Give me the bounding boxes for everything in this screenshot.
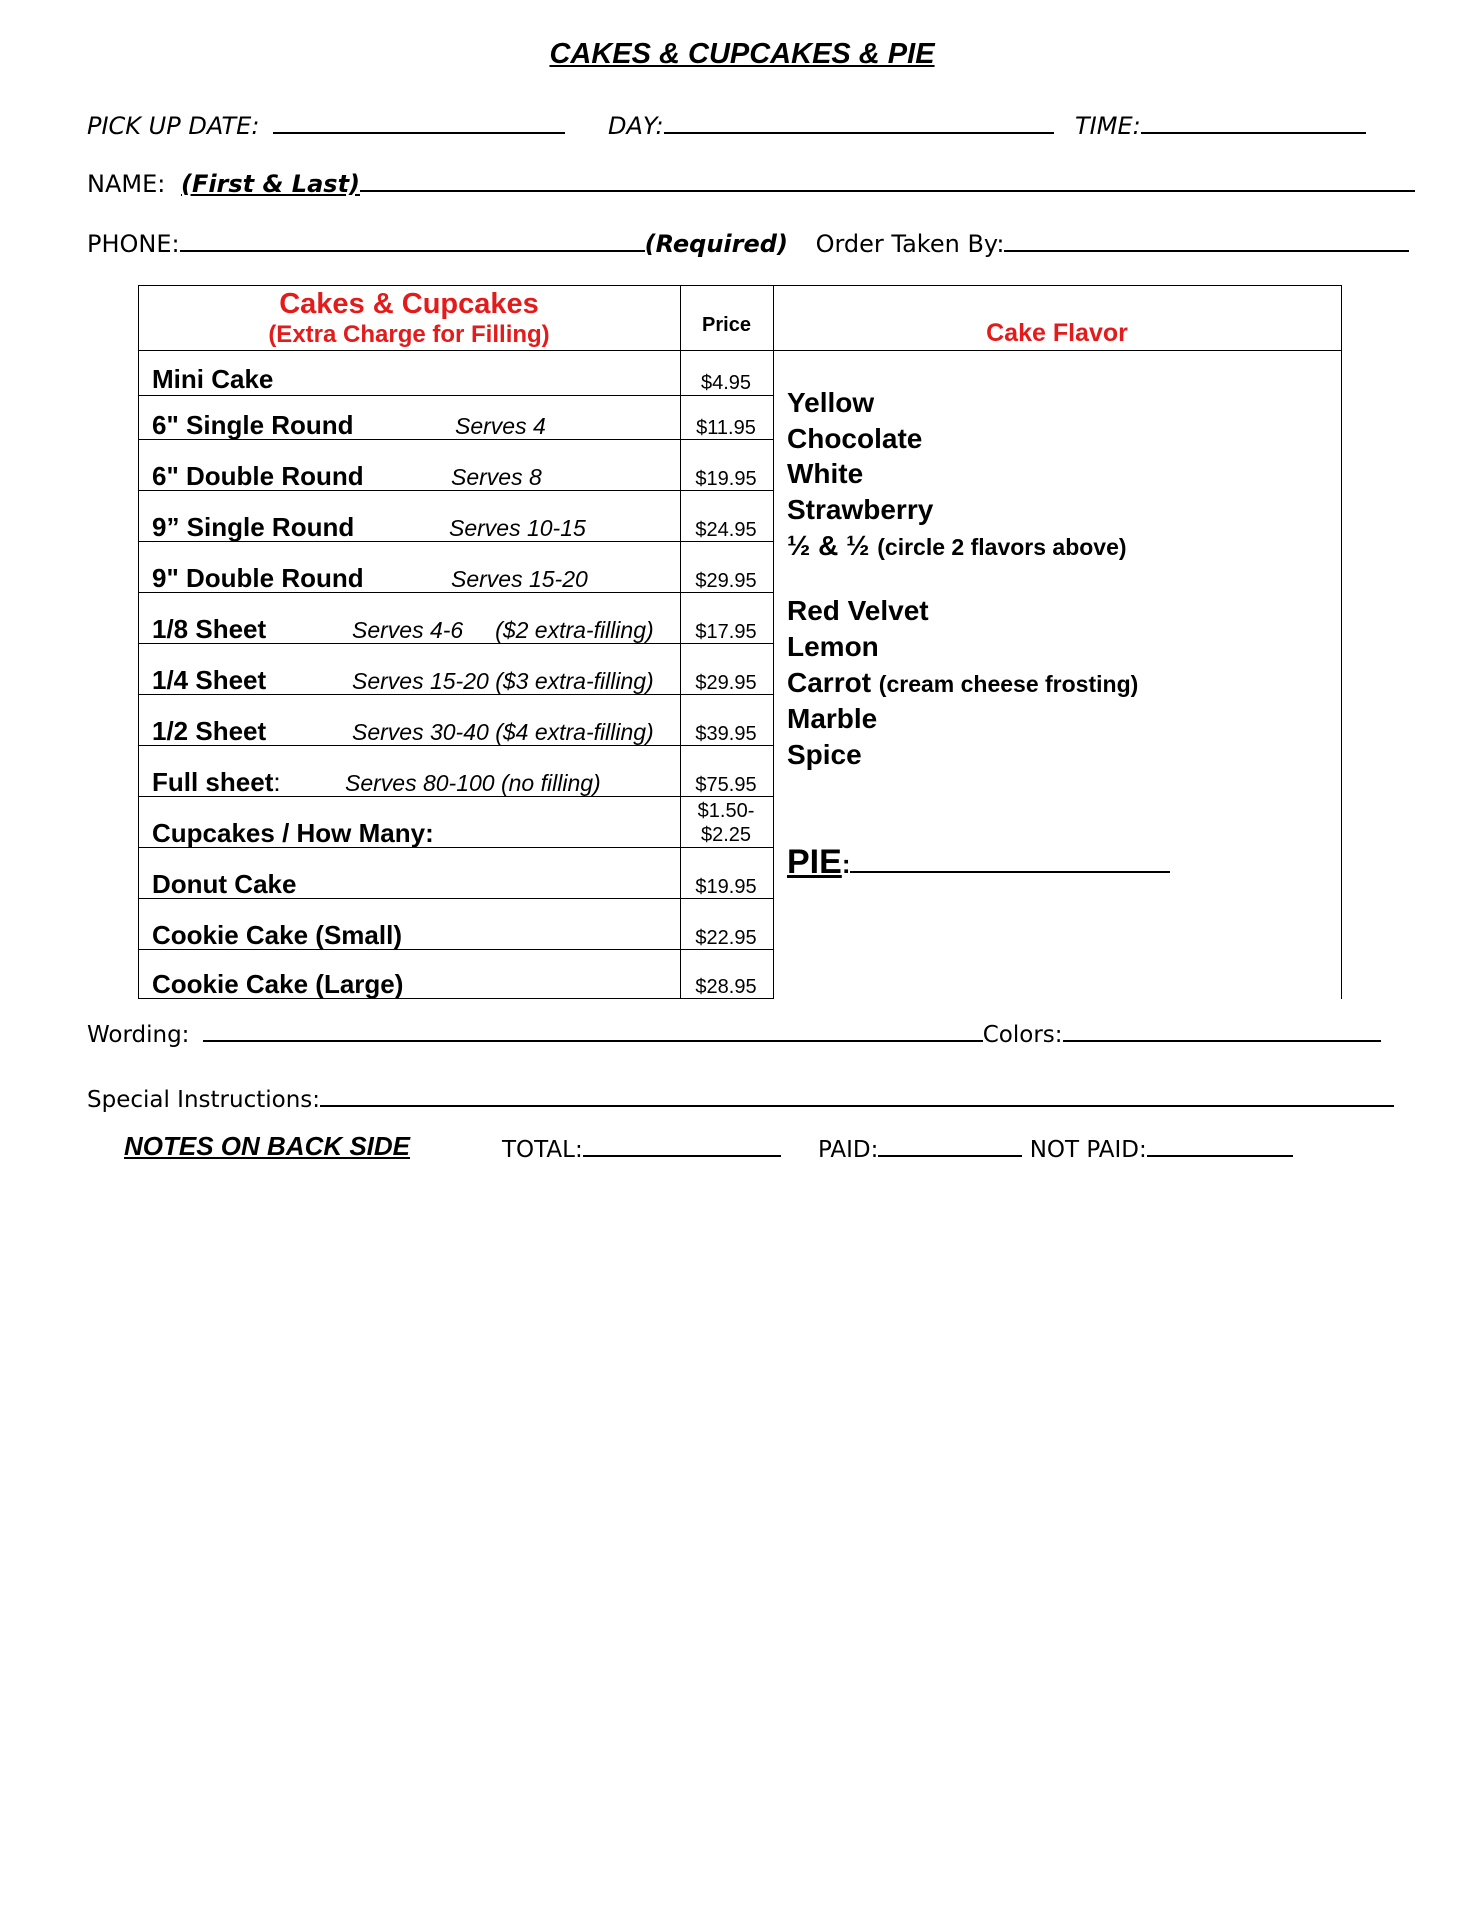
total-field[interactable]	[583, 1133, 781, 1157]
flavor-lemon[interactable]: Lemon	[787, 631, 879, 662]
flavor-half-half[interactable]	[787, 530, 1127, 562]
special-instructions-label: Special Instructions:	[87, 1087, 321, 1113]
total-label: TOTAL:	[502, 1137, 583, 1163]
time-label: TIME:	[1075, 112, 1141, 140]
half-half-note: (circle 2 flavors above)	[877, 534, 1127, 560]
price-9-double-round: $29.95	[695, 570, 757, 592]
table-header-border	[138, 350, 1342, 351]
name-row	[87, 168, 1415, 198]
carrot-note: (cream cheese frosting)	[878, 671, 1139, 697]
time-field[interactable]	[1141, 110, 1366, 134]
serves-6-single-round: Serves 4	[455, 413, 546, 439]
price-6-single-round: $11.95	[696, 417, 756, 439]
item-cookie-cake-large: Cookie Cake (Large)	[152, 969, 404, 999]
price-cookie-cake-small: $22.95	[695, 927, 757, 949]
day-row	[608, 110, 1054, 140]
special-instructions-row	[87, 1083, 1394, 1113]
price-9-single-round: $24.95	[695, 519, 757, 541]
item-full-sheet	[152, 767, 281, 798]
item-cupcakes	[152, 818, 434, 849]
flavor-carrot[interactable]	[787, 667, 1138, 699]
price-cookie-cake-large: $28.95	[695, 976, 757, 998]
pickup-date-label: PICK UP DATE:	[87, 112, 260, 140]
flavor-white[interactable]: White	[787, 458, 864, 489]
pickup-date-field[interactable]	[273, 110, 565, 134]
price-full-sheet: $75.95	[695, 774, 757, 796]
flavor-red-velvet[interactable]: Red Velvet	[787, 595, 929, 626]
item-6-single-round: 6" Single Round	[152, 410, 354, 440]
price-donut-cake: $19.95	[695, 876, 757, 898]
price-cupcakes-low: $1.50-	[697, 800, 755, 822]
name-field[interactable]	[360, 168, 1415, 192]
flavor-marble[interactable]: Marble	[787, 703, 878, 734]
carrot-label: Carrot	[787, 667, 872, 698]
wording-row	[87, 1018, 1381, 1048]
form-title: CAKES & CUPCAKES & PIE	[549, 38, 935, 70]
not-paid-label: NOT PAID:	[1029, 1137, 1147, 1163]
phone-row	[87, 228, 1409, 258]
table-right-border	[1341, 285, 1342, 999]
full-sheet-colon: :	[273, 767, 281, 797]
full-sheet-label: Full sheet	[152, 767, 274, 797]
row-divider	[138, 395, 774, 396]
item-mini-cake: Mini Cake	[152, 364, 274, 394]
item-cookie-cake-small: Cookie Cake (Small)	[152, 920, 402, 950]
item-6-double-round: 6" Double Round	[152, 461, 364, 491]
flavor-yellow[interactable]: Yellow	[787, 387, 875, 418]
paid-row	[818, 1133, 1293, 1163]
flavor-strawberry[interactable]: Strawberry	[787, 494, 934, 525]
pie-row	[787, 843, 1170, 882]
cupcakes-how-many: / How Many:	[274, 818, 434, 848]
serves-9-double-round: Serves 15-20	[451, 566, 588, 592]
required-label: (Required)	[644, 230, 788, 258]
phone-label: PHONE:	[87, 230, 180, 258]
phone-field[interactable]	[180, 228, 645, 252]
table-top-border	[138, 285, 1342, 286]
wording-field[interactable]	[203, 1018, 983, 1042]
colors-field[interactable]	[1063, 1018, 1381, 1042]
special-instructions-field[interactable]	[320, 1083, 1394, 1107]
table-flavor-divider	[773, 285, 774, 999]
total-row	[502, 1133, 781, 1163]
item-quarter-sheet: 1/4 Sheet	[152, 665, 267, 695]
flavor-header: Cake Flavor	[986, 319, 1128, 347]
pie-colon: :	[841, 849, 851, 879]
price-eighth-sheet: $17.95	[695, 621, 757, 643]
notes-on-back: NOTES ON BACK SIDE	[124, 1131, 411, 1161]
price-quarter-sheet: $29.95	[695, 672, 757, 694]
serves-eighth-sheet: Serves 4-6 ($2 extra-filling)	[352, 617, 654, 643]
pie-label: PIE	[787, 843, 842, 881]
day-field[interactable]	[664, 110, 1054, 134]
day-label: DAY:	[608, 112, 664, 140]
serves-half-sheet: Serves 30-40 ($4 extra-filling)	[352, 719, 654, 745]
item-half-sheet: 1/2 Sheet	[152, 716, 267, 746]
price-cupcakes-high: $2.25	[700, 824, 752, 846]
serves-9-single-round: Serves 10-15	[449, 515, 586, 541]
colors-label: Colors:	[982, 1022, 1063, 1048]
name-hint: (First & Last)	[180, 170, 361, 198]
price-6-double-round: $19.95	[695, 468, 757, 490]
price-half-sheet: $39.95	[695, 723, 757, 745]
price-mini-cake: $4.95	[700, 372, 752, 394]
item-9-double-round: 9" Double Round	[152, 563, 364, 593]
order-taken-label: Order Taken By:	[815, 230, 1005, 258]
serves-6-double-round: Serves 8	[451, 464, 542, 490]
price-header: Price	[702, 314, 751, 336]
serves-full-sheet: Serves 80-100 (no filling)	[345, 770, 601, 796]
table-left-border	[138, 285, 139, 999]
wording-label: Wording:	[87, 1022, 190, 1048]
serves-quarter-sheet: Serves 15-20 ($3 extra-filling)	[352, 668, 654, 694]
pie-field[interactable]	[850, 843, 1170, 873]
flavor-chocolate[interactable]: Chocolate	[787, 423, 923, 454]
cupcakes-label: Cupcakes	[152, 818, 275, 848]
item-eighth-sheet: 1/8 Sheet	[152, 614, 267, 644]
half-half-label: ½ & ½	[787, 530, 870, 561]
paid-label: PAID:	[818, 1137, 879, 1163]
item-donut-cake: Donut Cake	[152, 869, 297, 899]
paid-field[interactable]	[878, 1133, 1022, 1157]
order-taken-field[interactable]	[1004, 228, 1409, 252]
time-row	[1075, 110, 1366, 140]
not-paid-field[interactable]	[1147, 1133, 1293, 1157]
table-title: Cakes & Cupcakes	[279, 288, 539, 320]
flavor-spice[interactable]: Spice	[787, 739, 862, 770]
name-label: NAME:	[87, 170, 166, 198]
table-subtitle: (Extra Charge for Filling)	[268, 321, 550, 348]
item-9-single-round: 9” Single Round	[152, 512, 355, 542]
pickup-date-row	[87, 110, 565, 140]
